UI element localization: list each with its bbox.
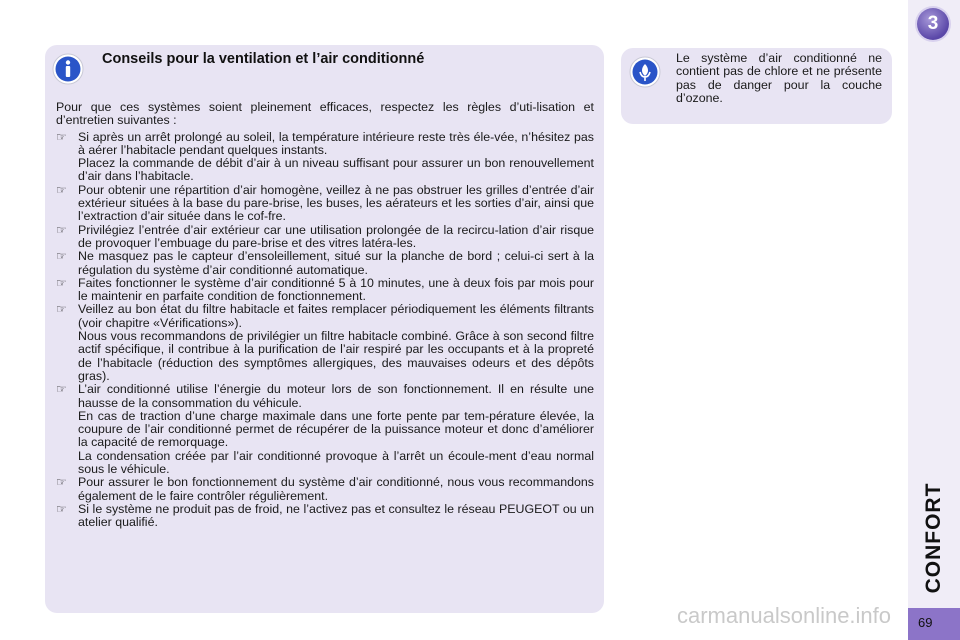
pointing-hand-icon: ☞ [56, 275, 67, 290]
advice-item [56, 277, 594, 304]
pointing-hand-icon: ☞ [56, 249, 67, 264]
page-number: 69 [918, 615, 933, 630]
advice-item [56, 503, 594, 530]
advice-item [56, 224, 594, 251]
advice-item-text: Pour assurer le bon fonctionnement du système d’air conditionné, nous vous recommandons également de le faire contrôler régulièrement. [78, 475, 594, 503]
advice-item [56, 383, 594, 410]
chapter-label: CONFORT [922, 482, 945, 594]
advice-content [56, 101, 594, 530]
advice-item-detail: Placez la commande de débit d’air à un niveau suffisant pour assurer un bon renouvellement d’air dans l’habitacle. [78, 156, 594, 184]
intro-text: Pour que ces systèmes soient pleinement efficaces, respectez les règles d’uti-lisation et d’entretien suivantes : [56, 100, 594, 128]
chapter-band [908, 608, 960, 640]
advice-item [56, 476, 594, 503]
pointing-hand-icon: ☞ [56, 182, 67, 197]
advice-item-detail: La condensation créée par l’air conditionné provoque à l’arrêt un écoule-ment d’eau normal sous le véhicule. [78, 448, 594, 477]
advice-item-text: Si le système ne produit pas de froid, ne l’activez pas et consultez le réseau PEUGEOT ou un atelier qualifié. [78, 501, 594, 530]
pointing-hand-icon: ☞ [56, 475, 67, 490]
eco-note-text: Le système d’air conditionné ne contient pas de chlore et ne présente pas de danger pour la couche d’ozone. [676, 51, 882, 105]
advice-item [56, 184, 594, 224]
watermark: carmanualsonline.info [677, 603, 892, 628]
advice-item-text: Pour obtenir une répartition d’air homogène, veillez à ne pas obstruer les grilles d’entrée d’air extérieur situées à la base du pare-brise, les buses, les aérateurs et les sorties d’air, ainsi que l’extraction d’air située dans le cof-fre. [78, 182, 594, 224]
advice-item-text: Privilégiez l’entrée d’air extérieur car une utilisation prolongée de la recircu-lation d’air risque de provoquer l’embuage du pare-brise et des vitres latéra-les. [78, 222, 594, 250]
pointing-hand-icon: ☞ [56, 501, 67, 516]
pointing-hand-icon: ☞ [56, 222, 67, 237]
pointing-hand-icon: ☞ [56, 382, 67, 397]
advice-list [56, 131, 594, 530]
advice-item-text: Ne masquez pas le capteur d’ensoleillement, situé sur la planche de bord ; celui-ci sert à la régulation du système d’air conditionné automatique. [78, 249, 594, 277]
pointing-hand-icon: ☞ [56, 129, 67, 144]
advice-item-text: L’air conditionné utilise l’énergie du moteur lors de son fonctionnement. Il en résulte une hausse de la consommation du véhicule. [78, 382, 594, 410]
pointing-hand-icon: ☞ [56, 302, 67, 317]
chapter-number-badge: 3 [917, 8, 949, 40]
advice-item [56, 131, 594, 158]
advice-item-text: Veillez au bon état du filtre habitacle et faites remplacer périodiquement les éléments filtrants (voir chapitre «Vérifications»). [78, 302, 594, 330]
panel-title: Conseils pour la ventilation et l’air conditionné [102, 51, 425, 67]
advice-item [56, 250, 594, 277]
eco-leaf-icon [629, 56, 661, 88]
advice-item-detail: En cas de traction d’une charge maximale dans une forte pente par tem-pérature élevée, la coupure de l’air conditionné permet de récupérer de la puissance moteur et donc d’améliorer la capacité de remorquage. [78, 408, 594, 450]
advice-item-detail: Nous vous recommandons de privilégier un filtre habitacle combiné. Grâce à son second filtre actif spécifique, il contribue à la purification de l’air respiré par les occupants et à la propreté de l’habitacle (réduction des symptômes allergiques, des mauvaises odeurs et des dépôts gras). [78, 329, 594, 383]
advice-item [56, 303, 594, 330]
advice-item-text: Si après un arrêt prolongé au soleil, la température intérieure reste très éle-vée, n’hésitez pas à aérer l’habitacle pendant quelques instants. [78, 129, 594, 157]
info-icon [52, 53, 84, 85]
advice-item-text: Faites fonctionner le système d’air conditionné 5 à 10 minutes, une à deux fois par mois pour le maintenir en parfaite condition de fonctionnement. [78, 275, 594, 304]
